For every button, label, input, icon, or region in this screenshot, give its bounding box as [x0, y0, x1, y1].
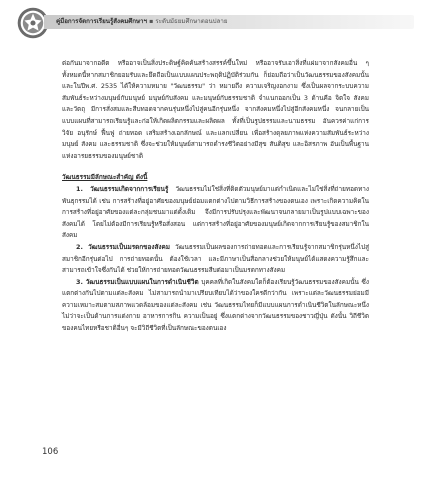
page-header	[0, 0, 427, 44]
intro-paragraph: ต่อกันมาจากอดีต หรืออาจเป็นสิ่งประดิษฐ์คิดค้นสร้างสรรค์ขึ้นใหม่ หรืออาจรับเอาสิ่งที่แผ่มาจากสังคมอื่น ๆ ทั้งหมดนี้หากสมาชิกยอมรับและยึดถือเป็นแบบแผนประพฤติปฏิบัติร่วมกัน ก็ย่อมถือว่าเป็นวัฒนธรรมของสังคมนั้น และในปีพ.ศ. 2535 ได้ให้ความหมาย "วัฒนธรรม" ว่า หมายถึง ความเจริญงอกงาม ซึ่งเป็นผลจากระบบความสัมพันธ์ระหว่างมนุษย์กับมนุษย์ มนุษย์กับสังคม และมนุษย์กับธรรมชาติ จำแนกออกเป็น 3 ด้านคือ จิตใจ สังคม และวัตถุ มีการสั่งสมและสืบทอดจากคนรุ่นหนึ่งไปสู่คนอีกรุ่นหนึ่ง จากสังคมหนึ่งไปสู่อีกสังคมหนึ่ง จนกลายเป็นแบบแผนที่สามารถเรียนรู้และก่อให้เกิดผลิตกรรมและผลิตผล ทั้งที่เป็นรูปธรรมและนามธรรม อันควรค่าแก่การวิจัย อนุรักษ์ ฟื้นฟู ถ่ายทอด เสริมสร้างเอกลักษณ์ และแลกเปลี่ยน เพื่อสร้างดุลยภาพแห่งความสัมพันธ์ระหว่างมนุษย์ สังคม และธรรมชาติ ซึ่งจะช่วยให้มนุษย์สามารถดำรงชีวิตอย่างมีสุข สันติสุข และอิสรภาพ อันเป็นพื้นฐานแห่งอารยธรรมของมนุษย์ชาติ	[62, 59, 369, 160]
list-item	[62, 184, 369, 242]
page-number: 106	[42, 447, 59, 457]
item-text: วัฒนธรรมเป็นผลของการถ่ายทอดและการเรียนรู้จากสมาชิกรุ่นหนึ่งไปสู่สมาชิกอีกรุ่นต่อไป การถ่ายทอดนั้น ต้องใช้เวลา และมีภาษาเป็นสื่อกลางช่วยให้มนุษย์ได้แสดงความรู้สึกและสามารถเข้าใจซึ่งกันได้ ช่วยให้การถ่ายทอดวัฒนธรรมสืบต่อมาเป็นมรดกทางสังคม	[62, 242, 370, 275]
page-content	[62, 58, 369, 335]
item-heading: 1. วัฒนธรรมเกิดจากการเรียนรู้	[76, 184, 169, 193]
section-title: วัฒนธรรมมีลักษณะสำคัญ ดังนี้	[62, 173, 148, 182]
header-subtitle: ▪ ระดับมัธยมศึกษาตอนปลาย	[149, 18, 228, 25]
list-item	[62, 242, 369, 277]
list-item	[62, 277, 369, 335]
item-text: วัฒนธรรมไม่ใช่สิ่งที่ติดตัวมนุษย์มาแต่กำเนิดและไม่ใช่สิ่งที่ถ่ายทอดทางพันธุกรรมได้ เช่น การสร้างที่อยู่อาศัยของมนุษย์ย่อมแตกต่างไปตามวิธีการสร้างของตนเอง เพราะเกิดความคิดในการสร้างที่อยู่อาศัยของแต่ละกลุ่มชนมาแต่ดั้งเดิม จึงมีการปรับปรุงและพัฒนาจนกลายมาเป็นรูปแบบเฉพาะของสังคมได้ โดยไม่ต้องมีการเรียนรู้หรือสั่งสอน แต่การสร้างที่อยู่อาศัยของมนุษย์เกิดจากการเรียนรู้ของสมาชิกในสังคม	[62, 184, 369, 240]
item-heading: 2. วัฒนธรรมเป็นมรดกของสังคม	[76, 242, 170, 251]
item-heading: 3. วัฒนธรรมเป็นแบบแผนในการดำเนินชีวิต	[76, 277, 199, 286]
header-title-main: คู่มือการจัดการเรียนรู้สังคมศึกษาฯ	[56, 18, 147, 25]
header-title	[56, 16, 228, 26]
item-text: บุคคลที่เกิดในสังคมใดก็ต้องเรียนรู้วัฒนธรรมของสังคมนั้น ซึ่งแตกต่างกันไปตามแต่ละสังคม ไม่สามารถนำมาเปรียบเทียบได้ว่าของใครดีกว่ากัน เพราะแต่ละวัฒนธรรมย่อมมีความเหมาะสมตามสภาพแวดล้อมของแต่ละสังคม เช่น วัฒนธรรมไทยก็มีแบบแผนการดำเนินชีวิตในลักษณะหนึ่งไม่ว่าจะเป็นด้านการแต่งกาย อาหารการกิน ความเป็นอยู่ ซึ่งแตกต่างจากวัฒนธรรมของชาวญี่ปุ่น ดังนั้น วิถีชีวิตของคนไทยหรือชาติอื่นๆ จะมีวิถีชีวิตที่เป็นลักษณะของตนเอง	[62, 277, 370, 333]
